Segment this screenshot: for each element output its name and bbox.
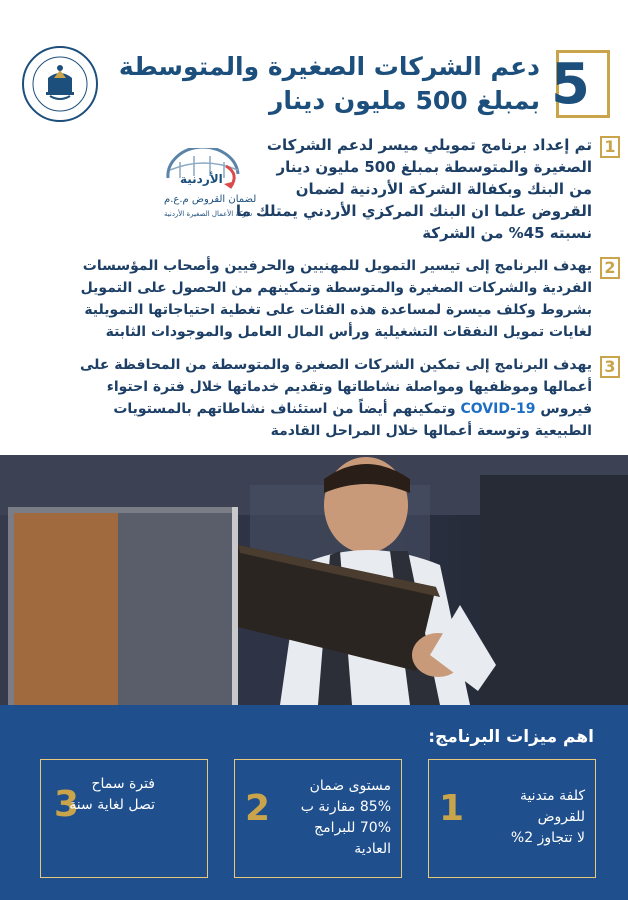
point-line: الصغيرة والمتوسطة بمبلغ 500 مليون دينار	[276, 158, 592, 176]
point-line: أعمالها وموظفيها ومواصلة نشاطاتها وتقديم خدماتها خلال فترة احتواء	[106, 379, 592, 395]
feature-line: 70% للبرامج	[314, 820, 391, 836]
point-line-covid	[8, 398, 592, 420]
features-title: اهم ميزات البرنامج:	[428, 727, 594, 747]
point-line: الطبيعية وتوسعة أعمالها خلال المراحل القادمة	[270, 423, 592, 439]
section-number-box	[551, 50, 610, 118]
point-line: لغايات تمويل النفقات التشغيلية ورأس المال العامل والموجودات الثابتة	[105, 324, 592, 340]
point-line: من البنك وبكفالة الشركة الأردنية لضمان	[295, 180, 592, 198]
covid-prefix: فيروس	[540, 401, 592, 417]
worker-photo-illustration	[0, 455, 628, 705]
feature-line: للقروض	[537, 809, 585, 825]
feature-line: 85% مقارنة ب	[300, 799, 391, 815]
point-line: وتمكينهم أيضاً من استئناف نشاطاتهم بالمستويات	[113, 401, 456, 417]
feature-number: 3	[53, 784, 79, 825]
point-line: تم إعداد برنامج تمويلي ميسر لدعم الشركات	[266, 136, 592, 154]
central-bank-logo	[22, 46, 98, 122]
worker-photo	[0, 455, 628, 705]
point-2-text	[8, 255, 592, 343]
point-line: نسبته 45% من الشركة	[422, 224, 592, 242]
partner-logo-line-1: الأردنية	[180, 172, 223, 186]
feature-line: فترة سماح	[91, 776, 155, 792]
point-1-text	[220, 134, 592, 244]
feature-line: مستوى ضمان	[309, 778, 391, 794]
feature-line: كلفة متدنية	[519, 788, 585, 804]
page-title-line-1: دعم الشركات الصغيرة والمتوسطة	[118, 52, 540, 81]
page-title-line-2: بمبلغ 500 مليون دينار	[268, 86, 540, 115]
feature-text	[69, 774, 155, 816]
feature-card-3	[40, 759, 208, 878]
feature-line: العادية	[354, 841, 391, 857]
feature-text	[511, 786, 585, 849]
crest-icon	[24, 48, 96, 120]
feature-number: 1	[439, 788, 465, 829]
feature-line: تصل لغاية سنة	[69, 797, 155, 813]
point-badge: 1	[600, 136, 620, 158]
point-line: يهدف البرنامج إلى تيسير التمويل للمهنيين والحرفيين وأصحاب المؤسسات	[82, 258, 592, 274]
point-badge: 2	[600, 257, 620, 279]
covid-label: COVID-19	[460, 401, 536, 417]
point-line: يهدف البرنامج إلى تمكين الشركات الصغيرة والمتوسطة من المحافظة على	[79, 357, 592, 373]
feature-number: 2	[245, 788, 271, 829]
partner-logo-line-2: لضمان القروض م.ع.م	[164, 194, 257, 205]
feature-text	[301, 776, 391, 860]
partner-logo-line-3: شركة الأعمال الصغيرة الأردنية	[164, 210, 253, 218]
point-line: بشروط وكلف ميسرة لمساعدة هذه الفئات على تغطية احتياجاتها التمويلية	[84, 302, 592, 318]
point-line: الفردية والشركات الصغيرة والمتوسطة وتمكينهم من الحصول على التمويل	[80, 280, 592, 296]
point-badge: 3	[600, 356, 620, 378]
feature-card-1	[428, 759, 596, 878]
feature-line: لا تتجاوز 2%	[510, 830, 585, 846]
point-line: القروض علما ان البنك المركزي الأردني يمتلك ما	[235, 202, 592, 220]
features-panel	[0, 705, 628, 900]
point-3-text	[8, 354, 592, 442]
feature-card-2	[234, 759, 402, 878]
section-number: 5	[551, 52, 590, 117]
